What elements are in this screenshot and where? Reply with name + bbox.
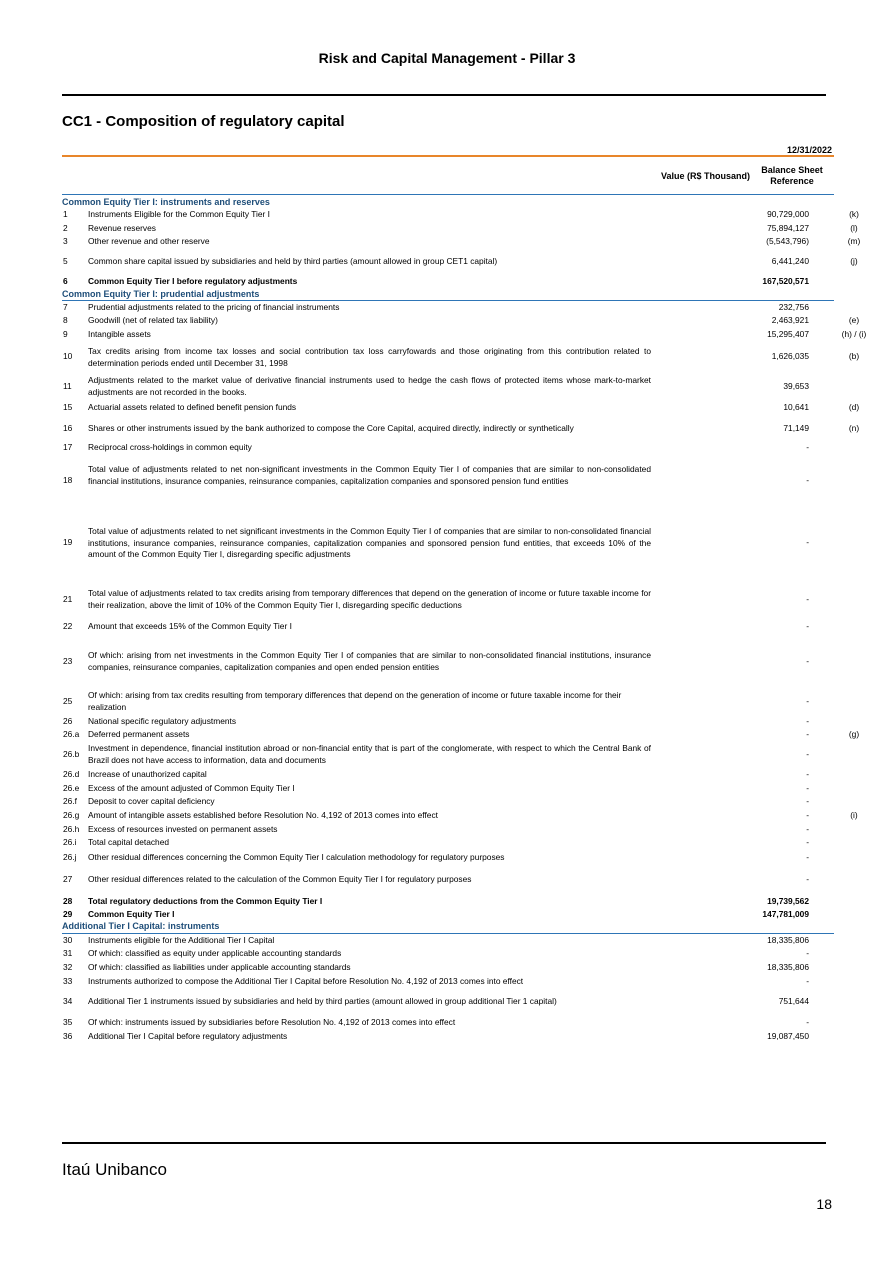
row-reference: (j) xyxy=(850,256,858,266)
row-reference: (i) xyxy=(850,810,858,820)
row-number: 19 xyxy=(63,537,73,547)
row-value: - xyxy=(806,810,809,820)
row-value: 71,149 xyxy=(783,423,809,433)
group-header-cet1-instruments: Common Equity Tier I: instruments and reserves xyxy=(62,197,270,207)
row-number: 2 xyxy=(63,223,68,233)
row-description: Common Equity Tier I before regulatory adjustments xyxy=(88,276,298,286)
row-number: 3 xyxy=(63,236,68,246)
row-value: - xyxy=(806,442,809,452)
row-number: 16 xyxy=(63,423,73,433)
row-reference: (g) xyxy=(848,729,860,739)
row-number: 18 xyxy=(63,475,73,485)
row-description: Additional Tier I Capital before regulatory adjustments xyxy=(88,1031,288,1041)
row-number: 26.b xyxy=(63,749,80,759)
row-value: - xyxy=(806,656,809,666)
group-divider xyxy=(62,194,834,195)
row-value: - xyxy=(806,783,809,793)
row-description: Prudential adjustments related to the pricing of financial instruments xyxy=(88,302,340,312)
row-reference: (m) xyxy=(847,236,861,246)
row-value: 75,894,127 xyxy=(767,223,809,233)
row-description: Total value of adjustments related to net significant investments in the Common Equity Tier I of companies that are similar to non-consolidated financial institutions, insurance companies, reinsurance companies, capitalization companies and sponsored pension fund entities, that exceeds 10% of the amount of the Common Equity Tier I, disregarding specific adjustments xyxy=(88,526,651,559)
row-value: 167,520,571 xyxy=(762,276,809,286)
row-number: 25 xyxy=(63,696,73,706)
row-description: Goodwill (net of related tax liability) xyxy=(88,315,218,325)
row-number: 26.f xyxy=(63,796,77,806)
row-value: 18,335,806 xyxy=(767,962,809,972)
row-value: 90,729,000 xyxy=(767,209,809,219)
row-value: 6,441,240 xyxy=(771,256,809,266)
row-description: Other residual differences concerning the Common Equity Tier I calculation methodology for regulatory purposes xyxy=(88,852,505,862)
row-number: 17 xyxy=(63,442,73,452)
row-number: 26.d xyxy=(63,769,80,779)
row-value: - xyxy=(806,976,809,986)
row-description: Additional Tier 1 instruments issued by subsidiaries and held by third parties (amount allowed in group additional Tier 1 capital) xyxy=(88,996,557,1006)
row-description: Increase of unauthorized capital xyxy=(88,769,207,779)
row-description: Deferred permanent assets xyxy=(88,729,190,739)
row-value: - xyxy=(806,749,809,759)
row-value: - xyxy=(806,874,809,884)
row-number: 33 xyxy=(63,976,73,986)
group-header-at1-instruments: Additional Tier I Capital: instruments xyxy=(62,921,220,931)
section-title: CC1 - Composition of regulatory capital xyxy=(62,113,345,130)
row-number: 31 xyxy=(63,948,73,958)
row-description: Total capital detached xyxy=(88,837,170,847)
row-description: Other residual differences related to the calculation of the Common Equity Tier I for regulatory purposes xyxy=(88,874,472,884)
row-number: 1 xyxy=(63,209,68,219)
header-divider xyxy=(62,94,826,96)
value-column-header: Value (R$ Thousand) xyxy=(660,171,750,181)
page-number: 18 xyxy=(816,1196,832,1212)
footer-brand: Itaú Unibanco xyxy=(62,1160,167,1179)
row-description: Intangible assets xyxy=(88,329,151,339)
group-divider xyxy=(62,300,834,301)
row-number: 27 xyxy=(63,874,73,884)
group-header-cet1-adjustments: Common Equity Tier I: prudential adjustments xyxy=(62,289,260,299)
table-top-rule xyxy=(62,155,834,157)
row-value: - xyxy=(806,1017,809,1027)
table-date: 12/31/2022 xyxy=(786,145,832,155)
row-value: - xyxy=(806,716,809,726)
row-value: 19,739,562 xyxy=(767,896,809,906)
group-divider xyxy=(62,933,834,934)
row-description: Instruments Eligible for the Common Equity Tier I xyxy=(88,209,270,219)
row-value: 751,644 xyxy=(778,996,809,1006)
row-description: Of which: instruments issued by subsidiaries before Resolution No. 4,192 of 2013 comes into effect xyxy=(88,1017,456,1027)
row-number: 9 xyxy=(63,329,68,339)
row-number: 30 xyxy=(63,935,73,945)
reference-header-line1: Balance Sheet xyxy=(761,165,823,175)
row-value: 147,781,009 xyxy=(762,909,809,919)
row-number: 6 xyxy=(63,276,68,286)
reference-header-line2: Reference xyxy=(770,176,814,186)
row-description: National specific regulatory adjustments xyxy=(88,716,237,726)
row-description: Total value of adjustments related to tax credits arising from temporary differences that depend on the generation of income or future taxable income for their realization, above the limit of 10% of the Common Equity Tier I, disregarding specific deductions xyxy=(88,588,651,610)
row-number: 7 xyxy=(63,302,68,312)
row-value: 232,756 xyxy=(778,302,809,312)
row-number: 22 xyxy=(63,621,73,631)
row-description: Of which: classified as equity under applicable accounting standards xyxy=(88,948,342,958)
row-value: 10,641 xyxy=(783,402,809,412)
row-description: Reciprocal cross-holdings in common equity xyxy=(88,442,252,452)
row-value: 1,626,035 xyxy=(771,351,809,361)
row-number: 28 xyxy=(63,896,73,906)
row-number: 26.e xyxy=(63,783,80,793)
row-description: Actuarial assets related to defined benefit pension funds xyxy=(88,402,297,412)
row-number: 23 xyxy=(63,656,73,666)
row-value: 18,335,806 xyxy=(767,935,809,945)
footer-divider xyxy=(62,1142,826,1144)
row-value: - xyxy=(806,729,809,739)
row-description: Common share capital issued by subsidiaries and held by third parties (amount allowed in group CET1 capital) xyxy=(88,256,498,266)
row-value: - xyxy=(806,696,809,706)
row-description: Of which: arising from tax credits resulting from temporary differences that depend on the generation of income or future taxable income for their realization xyxy=(88,690,622,712)
row-description: Amount that exceeds 15% of the Common Equity Tier I xyxy=(88,621,292,631)
row-value: 19,087,450 xyxy=(767,1031,809,1041)
row-value: 39,653 xyxy=(783,381,809,391)
row-description: Excess of resources invested on permanent assets xyxy=(88,824,278,834)
row-value: - xyxy=(806,594,809,604)
reference-column-header xyxy=(752,165,832,187)
row-number: 26 xyxy=(63,716,73,726)
row-number: 26.a xyxy=(63,729,80,739)
row-value: (5,543,796) xyxy=(766,236,809,246)
row-value: - xyxy=(806,824,809,834)
row-number: 10 xyxy=(63,351,73,361)
row-number: 32 xyxy=(63,962,73,972)
row-value: - xyxy=(806,621,809,631)
row-description: Instruments eligible for the Additional Tier I Capital xyxy=(88,935,275,945)
row-value: - xyxy=(806,948,809,958)
row-number: 35 xyxy=(63,1017,73,1027)
row-description: Of which: arising from net investments in the Common Equity Tier I of companies that are similar to non-consolidated financial institutions, insurance companies, reinsurance companies, capitalization companies and open ended pension entities xyxy=(88,650,651,672)
row-reference: (l) xyxy=(850,223,858,233)
row-value: - xyxy=(806,837,809,847)
row-description: Total value of adjustments related to net non-significant investments in the Common Equity Tier I of companies that are similar to non-consolidated financial institutions, insurance companies, reinsurance companies, capitalization companies and sponsored pension fund entities xyxy=(88,464,651,486)
row-description: Amount of intangible assets established before Resolution No. 4,192 of 2013 comes into effect xyxy=(88,810,438,820)
row-number: 21 xyxy=(63,594,73,604)
row-value: - xyxy=(806,852,809,862)
page-header: Risk and Capital Management - Pillar 3 xyxy=(318,50,576,66)
row-description: Revenue reserves xyxy=(88,223,156,233)
row-number: 36 xyxy=(63,1031,73,1041)
row-value: - xyxy=(806,475,809,485)
row-description: Adjustments related to the market value of derivative financial instruments used to hedge the cash flows of protected items whose mark-to-market adjustments are not recorded in the books. xyxy=(88,375,651,397)
row-value: - xyxy=(806,769,809,779)
row-description: Investment in dependence, financial institution abroad or non-financial entity that is part of the conglomerate, with respect to which the Central Bank of Brazil does not have access to information, data and documents xyxy=(88,743,651,765)
row-description: Other revenue and other reserve xyxy=(88,236,210,246)
row-number: 26.i xyxy=(63,837,77,847)
row-number: 11 xyxy=(63,381,72,391)
row-value: 15,295,407 xyxy=(767,329,809,339)
row-value: - xyxy=(806,537,809,547)
row-description: Of which: classified as liabilities under applicable accounting standards xyxy=(88,962,351,972)
row-number: 29 xyxy=(63,909,73,919)
row-number: 34 xyxy=(63,996,73,1006)
row-number: 15 xyxy=(63,402,73,412)
row-number: 26.g xyxy=(63,810,80,820)
row-reference: (b) xyxy=(848,351,860,361)
row-reference: (d) xyxy=(848,402,860,412)
row-number: 26.j xyxy=(63,852,77,862)
row-reference: (e) xyxy=(848,315,860,325)
row-description: Tax credits arising from income tax losses and social contribution tax loss carryfowards and those originating from this contribution related to determination periods ended until December 31, 1998 xyxy=(88,346,651,368)
row-reference: (n) xyxy=(848,423,860,433)
row-description: Excess of the amount adjusted of Common Equity Tier I xyxy=(88,783,295,793)
row-description: Shares or other instruments issued by the bank authorized to compose the Core Capital, acquired directly, indirectly or synthetically xyxy=(88,423,574,433)
row-reference: (h) / (i) xyxy=(841,329,867,339)
row-description: Deposit to cover capital deficiency xyxy=(88,796,215,806)
row-value: - xyxy=(806,796,809,806)
row-description: Common Equity Tier I xyxy=(88,909,175,919)
row-description: Instruments authorized to compose the Additional Tier I Capital before Resolution No. 4,192 of 2013 comes into effect xyxy=(88,976,524,986)
row-number: 26.h xyxy=(63,824,80,834)
row-reference: (k) xyxy=(849,209,859,219)
row-description: Total regulatory deductions from the Common Equity Tier I xyxy=(88,896,323,906)
row-number: 8 xyxy=(63,315,68,325)
row-number: 5 xyxy=(63,256,68,266)
row-value: 2,463,921 xyxy=(771,315,809,325)
